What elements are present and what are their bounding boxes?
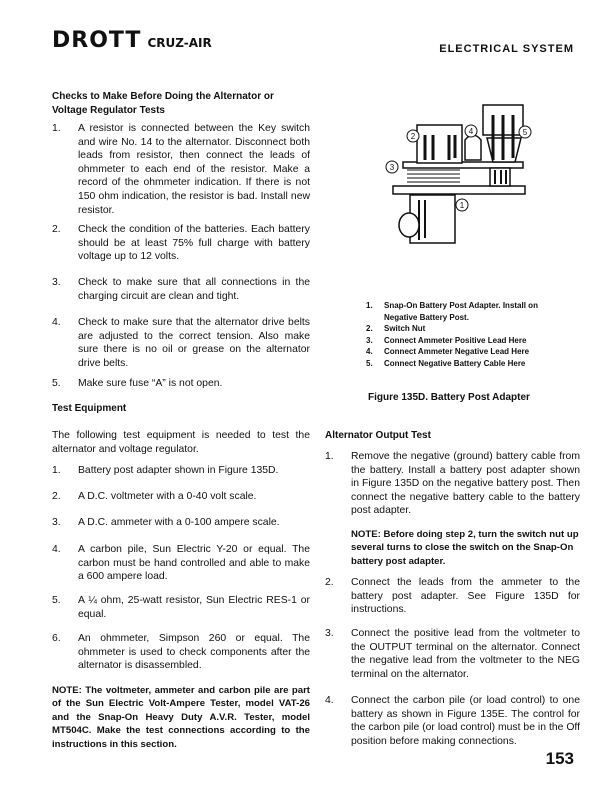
figure-caption: Figure 135D. Battery Post Adapter (368, 392, 530, 403)
equipment-heading: Test Equipment (52, 403, 127, 414)
output-step: 3. Connect the positive lead from the voltmeter to the OUTPUT terminal on the alternator. Connect the negative lead from the voltmeter to the NEG terminal on the alternator. (325, 628, 580, 680)
section-title: ELECTRICAL SYSTEM (439, 43, 574, 55)
callout-3: 3 (389, 163, 395, 172)
equipment-item: 5. A ¼ ohm, 25-watt resistor, Sun Electric RES-1 or equal. (52, 595, 310, 620)
output-step: 4. Connect the carbon pile (or load control) to one battery as shown in Figure 135E. The control for the carbon pile (or load control) must be in the Off position before making connections. (325, 695, 580, 747)
output-note: NOTE: Before doing step 2, turn the switch nut up several turns to close the switch on the Snap-On battery post adapter. (351, 529, 579, 567)
callout-4: 4 (468, 127, 474, 136)
output-step: 1. Remove the negative (ground) battery cable from the battery. Install a battery post adapter shown in Figure 135D on the negative battery post. Then connect the negative battery cable to the battery post adapter. (325, 451, 580, 517)
equipment-item: 4. A carbon pile, Sun Electric Y-20 or equal. The carbon must be hand controlled and able to make a 600 ampere load. (52, 544, 310, 583)
battery-post-adapter-illustration (365, 100, 528, 250)
alternator-output-heading: Alternator Output Test (325, 430, 431, 441)
callout-1: 1 (459, 201, 465, 210)
check-item: 3. Check to make sure that all connections in the charging circuit are clean and tight. (52, 277, 310, 302)
equipment-item: 1. Battery post adapter shown in Figure 135D. (52, 465, 279, 476)
check-item: 1. A resistor is connected between the Key switch and wire No. 14 to the alternator. Disconnect both leads from resistor, then connect the leads of ohmmeter to each end of the resistor. Make a record of the ohmmeter indication. If there is not 150 ohm indication, the resistor is bad. Install new resistor. (52, 123, 310, 216)
check-item: 5. Make sure fuse “A” is not open. (52, 378, 223, 389)
equipment-item: 2. A D.C. voltmeter with a 0-40 volt scale. (52, 491, 257, 502)
equipment-intro: The following test equipment is needed to test the alternator and voltage regulator. (52, 430, 310, 455)
figure-legend: 1. Snap-On Battery Post Adapter. Install on Negative Battery Post. 2. Switch Nut 3. Connect Ammeter Positive Lead Here 4. Connect Ammeter Negative Lead Here 5. Connect Negative Battery Cable Here (366, 301, 538, 368)
check-item: 2. Check the condition of the batteries. Each battery should be at least 75% full charge with battery voltage up to 12 volts. (52, 224, 310, 263)
checks-heading: Checks to Make Before Doing the Alternator or Voltage Regulator Tests (52, 91, 274, 116)
equipment-item: 3. A D.C. ammeter with a 0-100 ampere scale. (52, 517, 280, 528)
drott-logo: DROTT CRUZ-AIR (52, 28, 212, 53)
callout-2: 2 (410, 132, 416, 141)
output-step: 2. Connect the leads from the ammeter to the battery post adapter. See Figure 135D for instructions. (325, 577, 580, 616)
page-number: 153 (545, 749, 574, 768)
equipment-note: NOTE: The voltmeter, ammeter and carbon pile are part of the Sun Electric Volt-Ampere Tester, model VAT-26 and the Snap-On Heavy Duty A.V.R. Tester, model MT504C. Make the test connections according to the instructions in this section. (52, 685, 310, 750)
callout-5: 5 (522, 128, 528, 137)
check-item: 4. Check to make sure that the alternator drive belts are adjusted to the correct tension. Also make sure there is no oil or grease on the alternator drive belts. (52, 317, 310, 369)
equipment-item: 6. An ohmmeter, Simpson 260 or equal. The ohmmeter is used to check components after the alternator is disassembled. (52, 633, 310, 672)
